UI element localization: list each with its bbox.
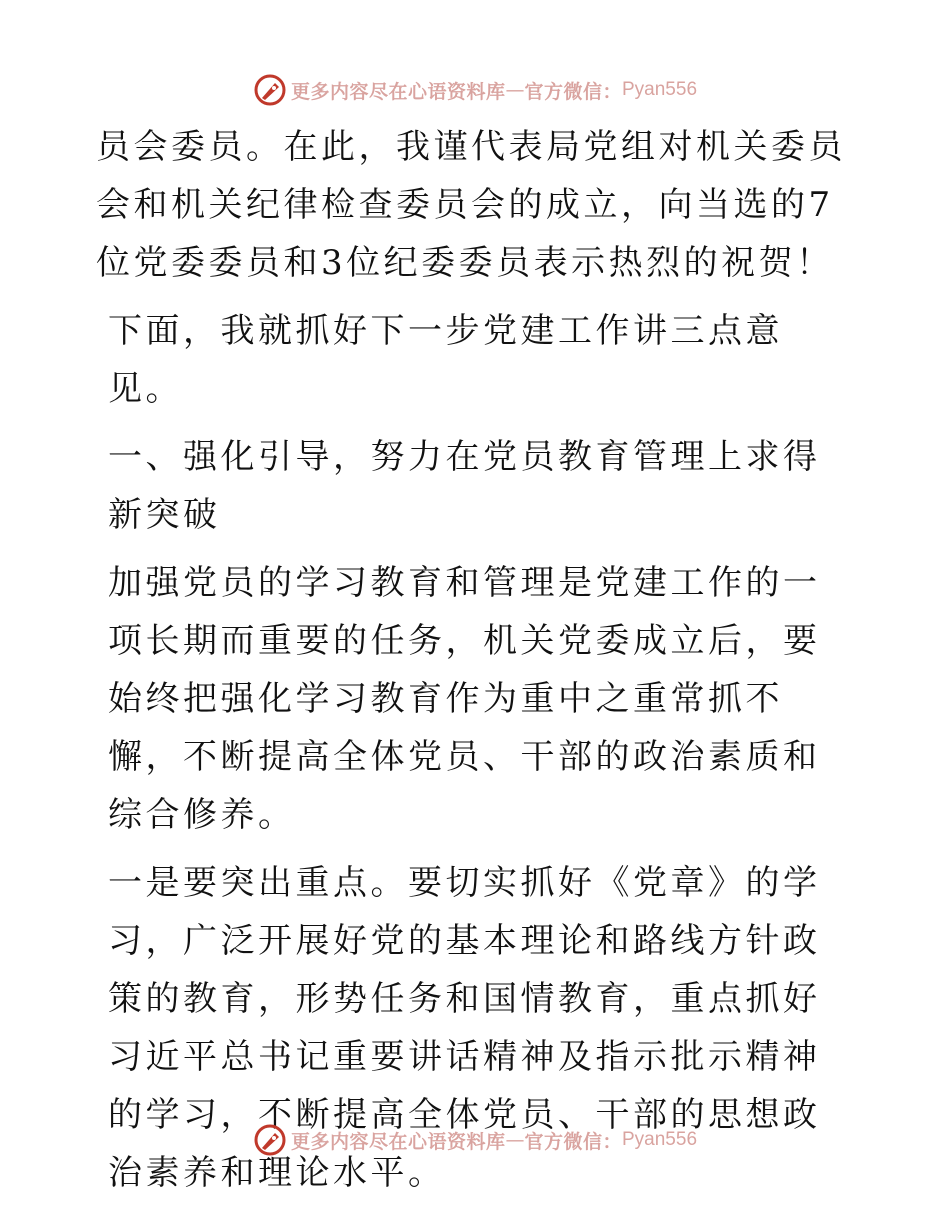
banner-wechat-id: Pyan556 xyxy=(622,79,698,100)
paragraph-committee-congrats: 员会委员。在此，我谨代表局党组对机关委员会和机关纪律检查委员会的成立，向当选的7位党委委员和3位纪委委员表示热烈的祝贺！ xyxy=(96,127,846,283)
document-body xyxy=(96,118,856,1212)
banner-wechat-label: 官方微信： xyxy=(524,1130,622,1153)
banner-wechat-id: Pyan556 xyxy=(622,1129,698,1150)
pen-nib-logo-icon xyxy=(253,1123,287,1157)
section-heading-one: 一、强化引导，努力在党员教育管理上求得新突破 xyxy=(108,437,821,535)
paragraph-education-management: 加强党员的学习教育和管理是党建工作的一项长期而重要的任务，机关党委成立后，要始终把强化学习教育作为重中之重常抓不懈，不断提高全体党员、干部的政治素质和综合修养。 xyxy=(108,563,821,835)
banner-title: 更多内容尽在心语资料库 xyxy=(290,80,506,103)
paragraph-three-points-intro: 下面，我就抓好下一步党建工作讲三点意见。 xyxy=(108,311,783,409)
banner-separator: — xyxy=(505,1129,525,1151)
header-banner xyxy=(0,70,950,110)
paragraph-highlight-focus: 一是要突出重点。要切实抓好《党章》的学习，广泛开展好党的基本理论和路线方针政策的教育，形势任务和国情教育，重点抓好习近平总书记重要讲话精神及指示批示精神的学习，不断提高全体党员、干部的思想政治素养和理论水平。 xyxy=(108,863,821,1193)
banner-wechat-label: 官方微信： xyxy=(524,80,622,103)
banner-separator: — xyxy=(505,79,525,101)
footer-banner xyxy=(0,1120,950,1160)
banner-title: 更多内容尽在心语资料库 xyxy=(290,1130,506,1153)
pen-nib-logo-icon xyxy=(253,73,287,107)
